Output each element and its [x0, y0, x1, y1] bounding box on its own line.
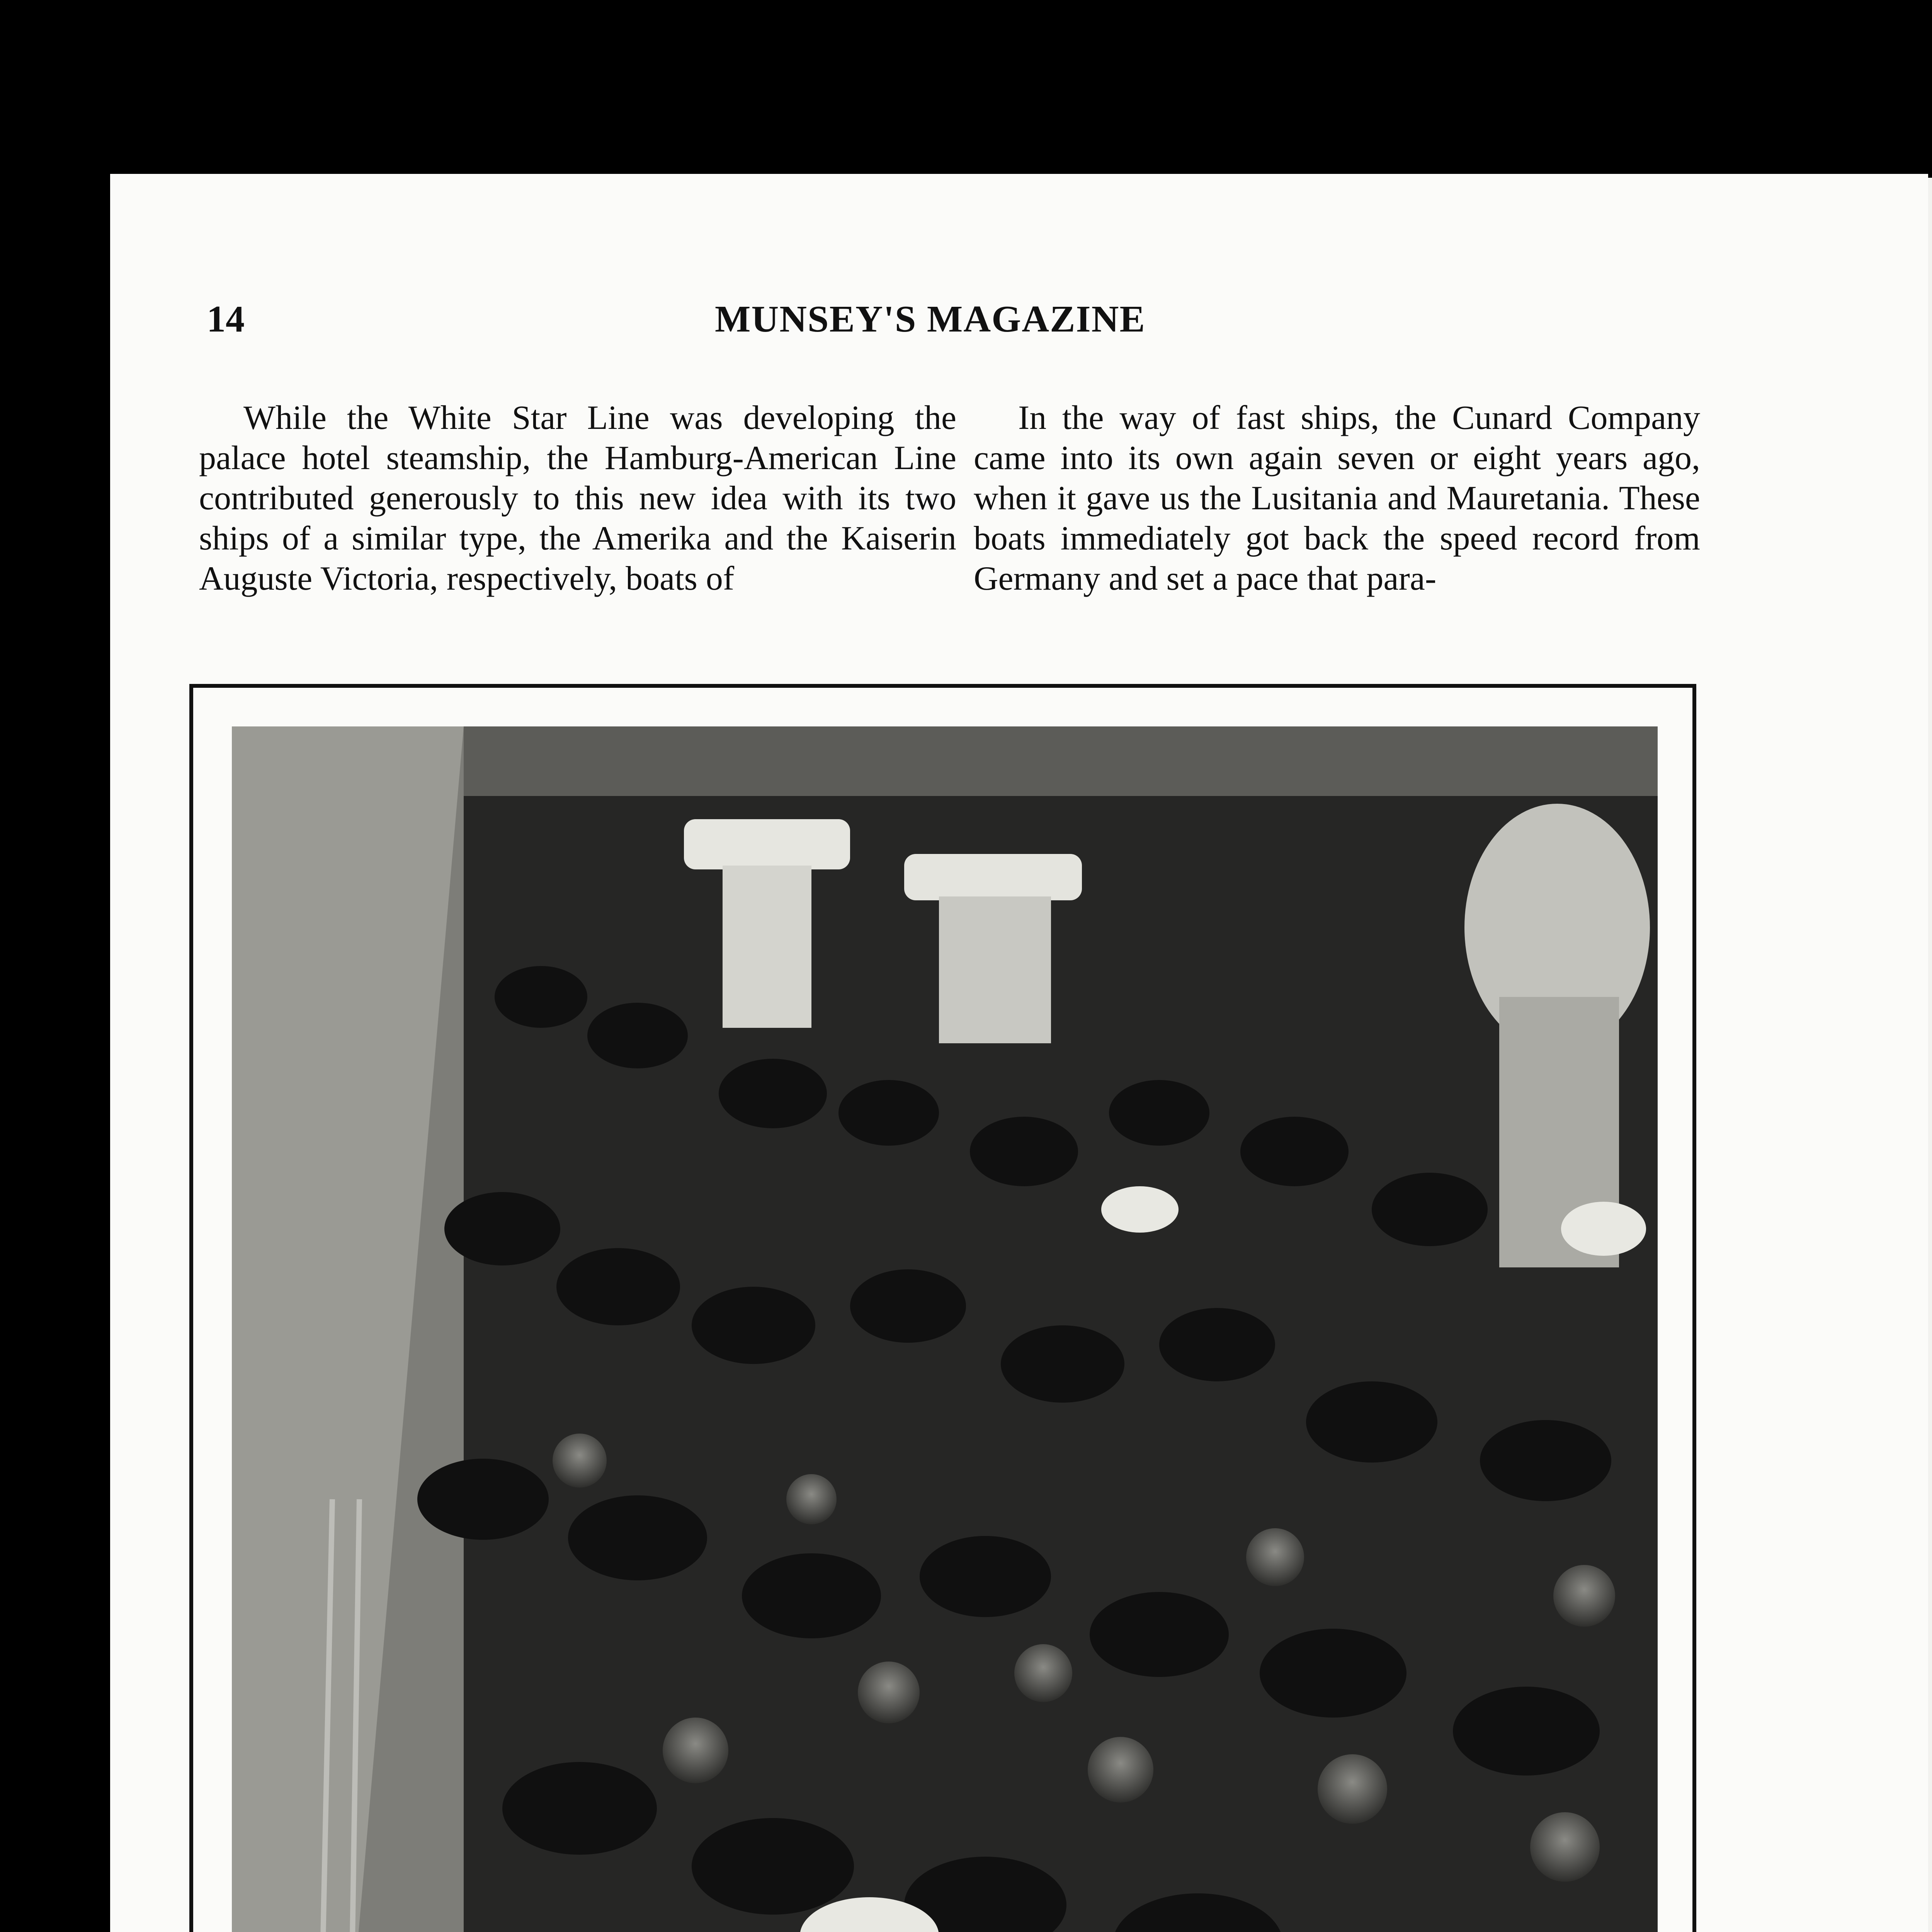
paragraph: In the way of fast ships, the Cunard Company came into its own again seven or eight years ago, when it gave us the Lusitania and Mauretania. These boats immediately got back the speed record from Germany and set a pace that para-: [974, 399, 1700, 597]
article-column-right-top: [974, 398, 1700, 599]
paragraph: While the White Star Line was developing the palace hotel steamship, the Hamburg-American Line contributed generously to this new idea with its two ships of a similar type, the Amerika and the Kaiserin Auguste Victoria, respectively, boats of: [199, 399, 956, 597]
page-edge: [1928, 178, 1932, 1932]
running-head: MUNSEY'S MAGAZINE: [715, 298, 1146, 340]
page-number: 14: [207, 298, 245, 340]
article-column-left-top: [199, 398, 956, 599]
immigrants-photo: [232, 726, 1658, 1932]
